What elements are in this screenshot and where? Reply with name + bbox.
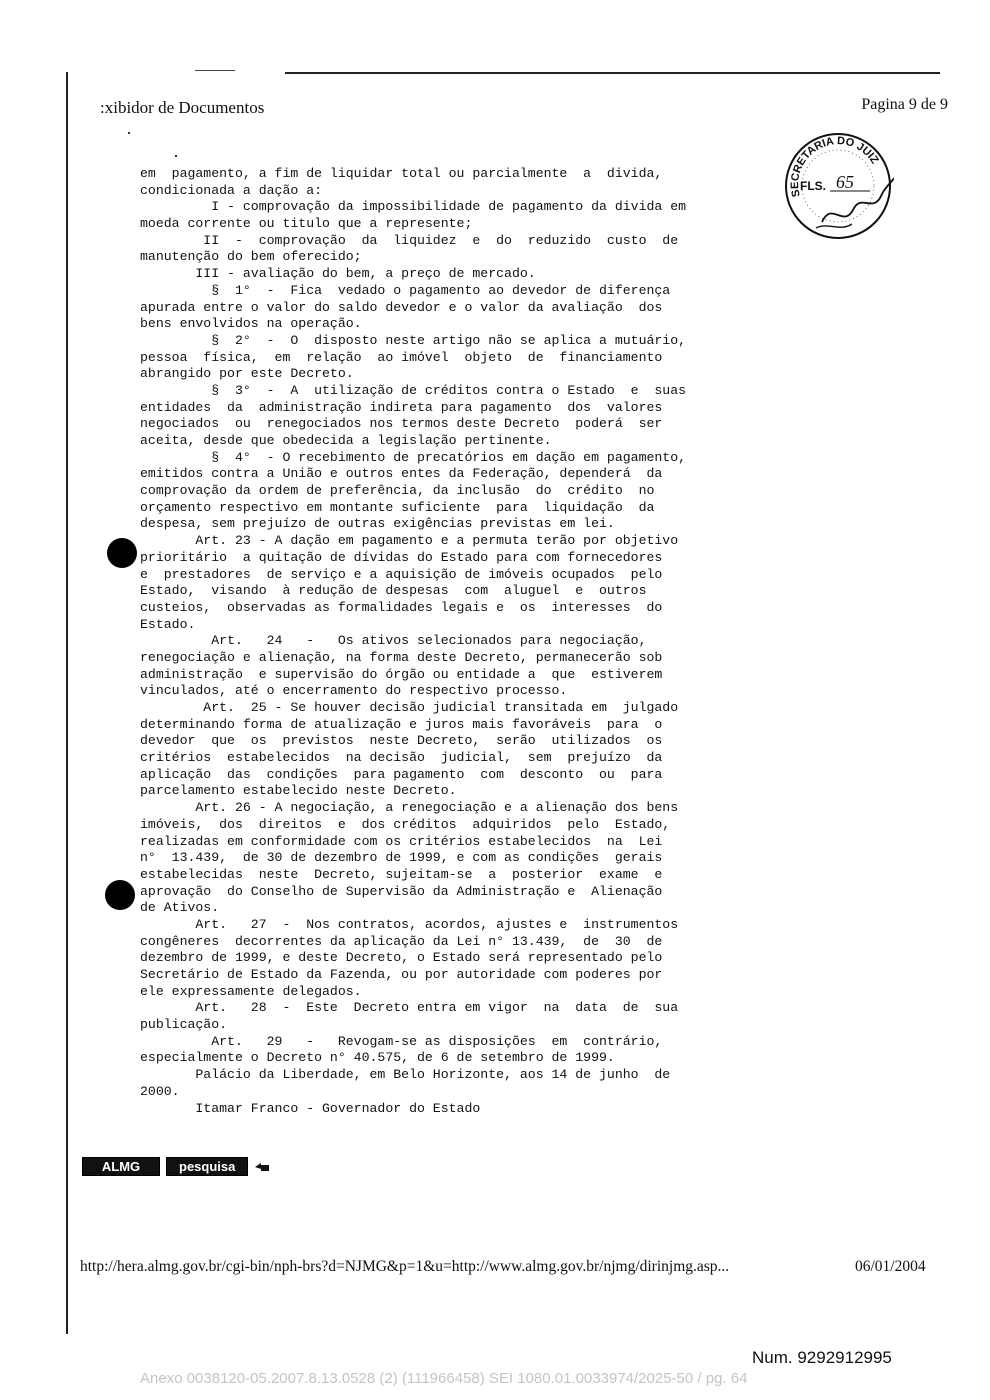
text-line: estabelecidas neste Decreto, sujeitam-se a posterior exame e — [140, 866, 663, 882]
scan-border-top — [285, 72, 940, 74]
text-line: imóveis, dos direitos e dos créditos adquiridos pelo Estado, — [140, 816, 671, 832]
page-indicator: Pagina 9 de 9 — [861, 96, 948, 113]
decree-text — [140, 166, 740, 1117]
scan-border-top-fragment — [195, 70, 235, 71]
print-date: 06/01/2004 — [855, 1258, 926, 1275]
annex-watermark: Anexo 0038120-05.2007.8.13.0528 (2) (111966458) SEI 1080.01.0033974/2025-50 / pg. 64 — [140, 1370, 748, 1387]
text-line: ele expressamente delegados. — [140, 983, 362, 999]
text-line: vinculados, até o encerramento do respectivo processo. — [140, 683, 568, 699]
text-line: administração e supervisão do órgão ou entidade a que estiverem — [140, 666, 663, 682]
text-line: emitidos contra a União e outros entes da Federação, dependerá da — [140, 466, 663, 482]
text-line: realizadas em conformidade com os critérios estabelecidos na Lei — [140, 833, 663, 849]
text-line: Itamar Franco - Governador do Estado — [140, 1100, 481, 1116]
text-line: dezembro de 1999, e deste Decreto, o Estado será representado pelo — [140, 950, 663, 966]
text-line: congêneres decorrentes da aplicação da Lei n° 13.439, de 30 de — [140, 933, 663, 949]
stamp-arc-text: SECRETARIA DO JUIZ — [789, 135, 881, 198]
text-line: prioritário a quitação de dívidas do Estado para com fornecedores — [140, 549, 663, 565]
hole-punch — [105, 880, 135, 910]
source-url: http://hera.almg.gov.br/cgi-bin/nph-brs?d=NJMG&p=1&u=http://www.almg.gov.br/njmg/dirinjmg.asp... — [80, 1258, 730, 1275]
text-line: bens envolvidos na operação. — [140, 316, 362, 332]
scan-speck — [128, 132, 130, 134]
text-line: custeios, observadas as formalidades legais e os interesses do — [140, 599, 663, 615]
scan-border-left — [66, 72, 68, 1334]
text-line: Art. 24 - Os ativos selecionados para negociação, — [140, 633, 647, 649]
text-line: comprovação da ordem de preferência, da inclusão do crédito no — [140, 483, 655, 499]
text-line: Estado. — [140, 616, 196, 632]
text-line: n° 13.439, de 30 de dezembro de 1999, e com as condições gerais — [140, 850, 663, 866]
text-line: § 4° - O recebimento de precatórios em dação em pagamento, — [140, 449, 687, 465]
signature-scribble — [822, 178, 894, 222]
text-line: § 1° - Fica vedado o pagamento ao devedor de diferença — [140, 282, 671, 298]
hole-punch — [107, 538, 137, 568]
text-line: aceita, desde que obedecida a legislação pertinente. — [140, 433, 552, 448]
text-line: especialmente o Decreto n° 40.575, de 6 de setembro de 1999. — [140, 1050, 615, 1066]
text-line: § 3° - A utilização de créditos contra o Estado e suas — [140, 382, 687, 398]
text-line: de Ativos. — [140, 900, 220, 916]
text-line: orçamento respectivo em montante suficiente para liquidação da — [140, 499, 655, 515]
text-line: pessoa física, em relação ao imóvel objeto de financiamento — [140, 349, 663, 365]
scan-speck — [175, 155, 177, 157]
text-line: Art. 23 - A dação em pagamento e a permuta terão por objetivo — [140, 533, 679, 549]
text-line: III - avaliação do bem, a preço de mercado. — [140, 266, 536, 282]
text-line: renegociação e alienação, na forma deste Decreto, permanecerão sob — [140, 649, 663, 665]
text-line: Art. 26 - A negociação, a renegociação e a alienação dos bens — [140, 800, 679, 816]
viewer-title: :xibidor de Documentos — [100, 98, 265, 117]
footer-nav — [82, 1157, 272, 1176]
text-line: moeda corrente ou titulo que a represente; — [140, 216, 473, 232]
text-line: em pagamento, a fim de liquidar total ou parcialmente a divida, — [140, 166, 663, 181]
text-line: Palácio da Liberdade, em Belo Horizonte, aos 14 de junho de — [140, 1067, 671, 1083]
text-line: Art. 27 - Nos contratos, acordos, ajustes e instrumentos — [140, 916, 679, 932]
text-line: Art. 28 - Este Decreto entra em vigor na data de sua — [140, 1000, 679, 1016]
text-line: e prestadores de serviço e a aquisição de imóveis ocupados pelo — [140, 566, 663, 582]
text-line: manutenção do bem oferecido; — [140, 249, 362, 265]
stamp-page-number: 65 — [836, 172, 854, 192]
text-line: apurada entre o valor do saldo devedor e o valor da avaliação dos — [140, 299, 663, 315]
text-line: § 2° - O disposto neste artigo não se aplica a mutuário, — [140, 332, 687, 348]
text-line: determinando forma de atualização e juros mais favoráveis para o — [140, 716, 663, 732]
text-line: Art. 29 - Revogam-se as disposições em contrário, — [140, 1033, 663, 1049]
text-line: condicionada a dação a: — [140, 182, 323, 198]
text-line: devedor que os previstos neste Decreto, serão utilizados os — [140, 733, 663, 749]
text-line: abrangido por este Decreto. — [140, 366, 354, 382]
document-number: Num. 9292912995 — [752, 1348, 892, 1367]
text-line: Estado, visando à redução de despesas com aluguel e outros — [140, 583, 647, 599]
pointer-hand-icon[interactable] — [254, 1160, 272, 1174]
almg-button[interactable]: ALMG — [82, 1157, 160, 1176]
text-line: I - comprovação da impossibilidade de pagamento da divida em — [140, 199, 687, 215]
text-line: publicação. — [140, 1017, 228, 1033]
text-line: II - comprovação da liquidez e do reduzido custo de — [140, 232, 679, 248]
stamp-fls-label: FLS. — [800, 179, 826, 193]
pesquisa-button[interactable]: pesquisa — [166, 1157, 248, 1176]
text-line: parcelamento estabelecido neste Decreto. — [140, 783, 457, 799]
text-line: Secretário de Estado da Fazenda, ou por autoridade com poderes por — [140, 967, 663, 982]
text-line: aplicação das condições para pagamento com desconto ou para — [140, 766, 663, 782]
text-line: critérios estabelecidos na decisão judicial, sem prejuízo da — [140, 750, 663, 766]
text-line: entidades da administração indireta para pagamento dos valores — [140, 399, 663, 415]
court-stamp — [782, 130, 894, 242]
text-line: Art. 25 - Se houver decisão judicial transitada em julgado — [140, 700, 679, 715]
text-line: negociados ou renegociados nos termos deste Decreto poderá ser — [140, 416, 663, 432]
text-line: despesa, sem prejuízo de outras exigências previstas em lei. — [140, 516, 615, 532]
text-line: aprovação do Conselho de Supervisão da Administração e Alienação — [140, 883, 663, 899]
text-line: 2000. — [140, 1083, 180, 1099]
